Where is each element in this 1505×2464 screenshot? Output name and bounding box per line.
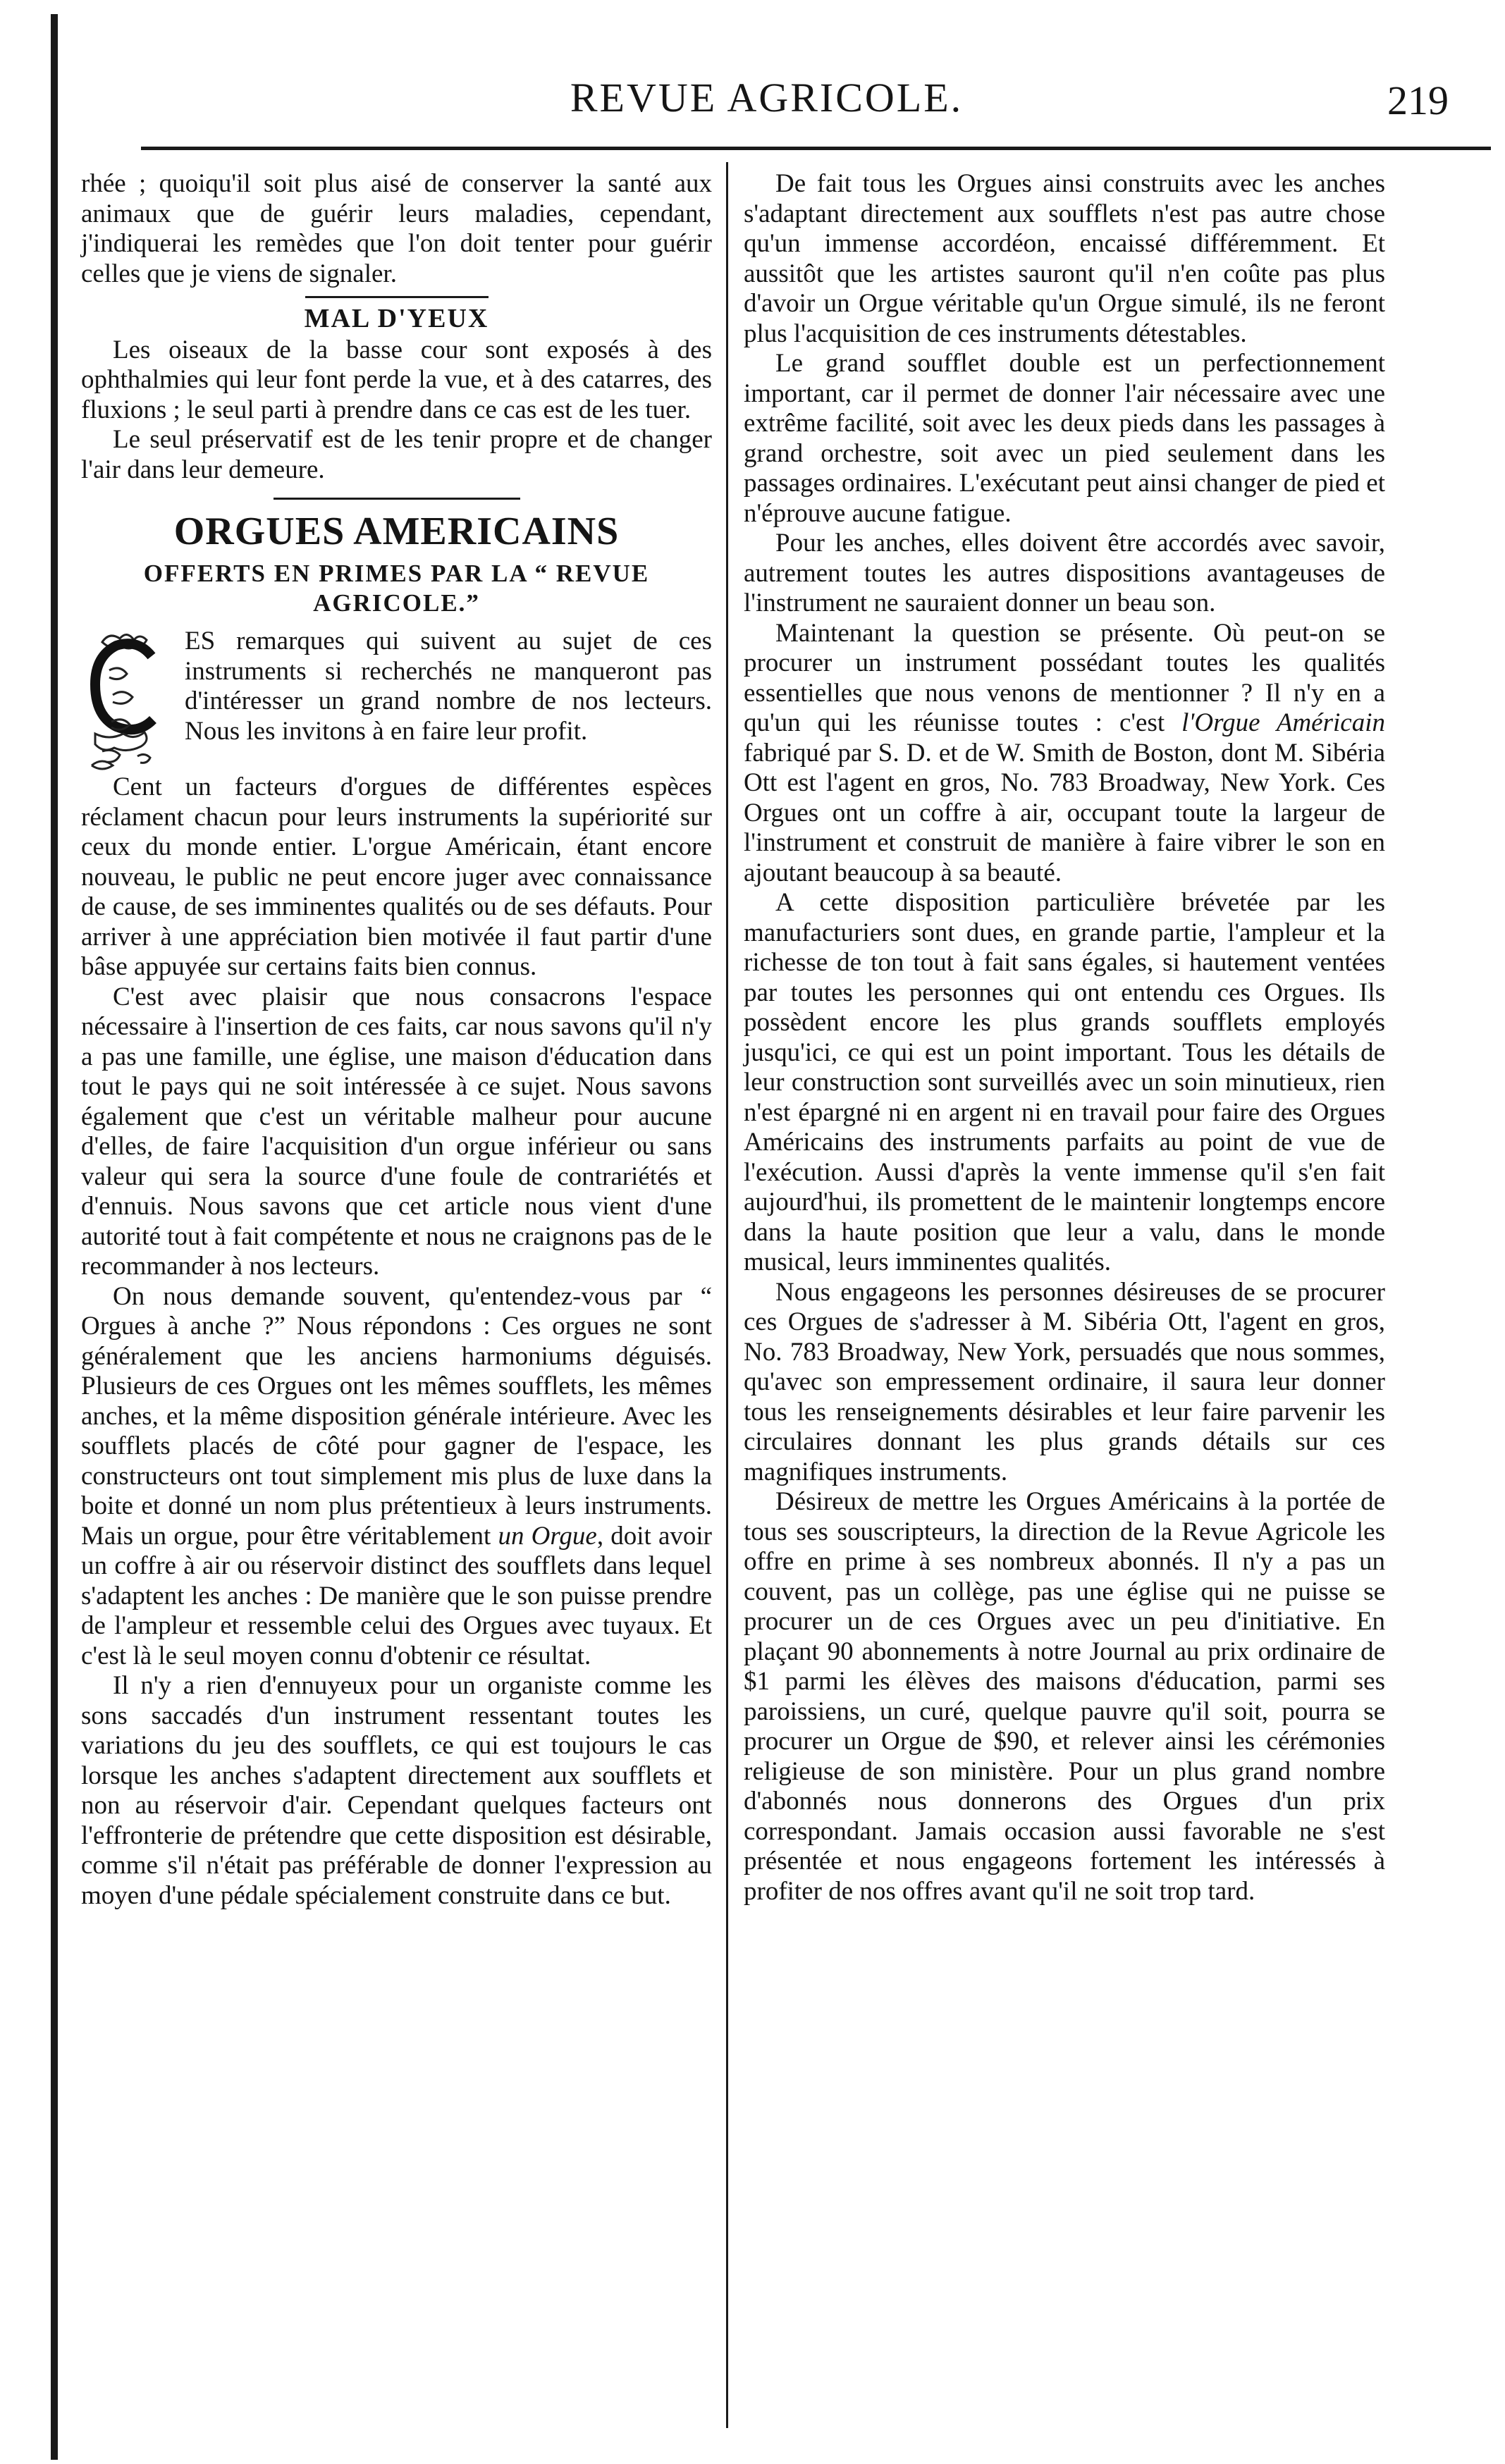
section-title-orgues: ORGUES AMERICAINS: [173, 510, 620, 553]
text-run: fabriqué par S. D. et de W. Smith de Boston, dont M. Sibéria Ott est l'agent en gros, No. 783 Broadway, New York. Ces Orgues ont un coffre à air, occupant toute la largeur de l'instrument et construit de manière à faire vibrer le son en ajoutant beaucoup à sa beauté.: [744, 738, 1385, 887]
page-number: 219: [1387, 78, 1449, 123]
paragraph: [81, 1282, 712, 1672]
running-title: REVUE AGRICOLE.: [570, 75, 964, 121]
italic-text: un Orgue: [498, 1521, 597, 1551]
paragraph: Il n'y a rien d'ennuyeux pour un organiste comme les sons saccadés d'un instrument ressentant toutes les variations du jeu des soufflets, ce qui est toujours le cas lorsque les anches s'adaptent directement aux soufflets et non au réservoir d'air. Cependant quelques facteurs ont l'effronterie de prétendre que cette disposition est désirable, comme s'il n'était pas préférable de donner l'expression au moyen d'une pédale spécialement construite dans ce but.: [81, 1671, 712, 1910]
paragraph: Nous engageons les personnes désireuses de se procurer ces Orgues de s'adresser à M. Sibéria Ott, l'agent en gros, No. 783 Broadway, New York, persuadés que nous sommes, qu'avec son empressement ordinaire, il saura leur donner tous les renseignements désirables et leur faire parvenir les circulaires donnant les plus grands détails sur ces magnifiques instruments.: [744, 1277, 1385, 1486]
page-header: [78, 74, 1456, 141]
paragraph: ES remarques qui suivent au sujet de ces instruments si recherchés ne manqueront pas d'intéresser un grand nombre de nos lecteurs. Nous les invitons à en faire leur profit.: [185, 627, 712, 746]
paragraph: Désireux de mettre les Orgues Américains à la portée de tous ses souscripteurs, la direction de la Revue Agricole les offre en prime à ses nombreux abonnés. Il n'y a pas un couvent, pas un collège, pas une église qui ne puisse se procurer un de ces Orgues avec un peu d'initiative. En plaçant 90 abonnements à notre Journal au prix ordinaire de $1 parmi les élèves des maisons d'éducation, parmi ses paroissiens, un curé, quelque pauvre qu'il soit, pourra se procurer un Orgue de $90, et relever ainsi les cérémonies religieuse de son ministère. Pour un plus grand nombre d'abonnés nous donnerons des Orgues d'un prix correspondant. Jamais occasion aussi favorable ne s'est présentée et nous engageons fortement les intéressés à profiter de nos offres avant qu'il ne soit trop tard.: [744, 1487, 1385, 1906]
text-run: , doit avoir un coffre à air ou réservoir distinct des soufflets dans lequel s'adaptent les anches : De manière que le son puisse prendre de l'ampleur et ressemble celui des Orgues avec tuyaux. Et c'est là le seul moyen connu d'obtenir ce résultat.: [81, 1521, 712, 1670]
section-rule: [274, 498, 520, 500]
header-rule: [141, 147, 1491, 150]
text-run: Maintenant la question se présente. Où peut-on se procurer un instrument possédant toutes les qualités essentielles que nous venons de mentionner ? Il n'y en a qu'un qui les réunisse toutes : c'est: [744, 618, 1385, 737]
binding-edge-rule: [51, 14, 58, 2460]
paragraph: Le grand soufflet double est un perfectionnement important, car il permet de donner l'air nécessaire avec une extrême facilité, soit avec les deux pieds dans les passages à grand orchestre, soit avec un pied seulement dans les passages ordinaires. L'exécutant peut ainsi changer de pied et n'éprouve aucune fatigue.: [744, 349, 1385, 528]
section-rule: [305, 296, 489, 298]
paragraph: Cent un facteurs d'orgues de différentes espèces réclament chacun pour leurs instruments la supériorité sur ceux du monde entier. L'orgue Américain, étant encore nouveau, le public ne peut encore juger avec connaissance de cause, de ses imminentes qualités ou de ses défauts. Pour arriver à une appréciation bien motivée il faut partir d'une bâse appuyée sur certains faits bien connus.: [81, 772, 712, 981]
left-column: [81, 169, 712, 1911]
article-intro: [81, 627, 712, 772]
ornamental-initial-c: [81, 628, 176, 772]
right-column: [744, 169, 1385, 1906]
paragraph: [744, 619, 1385, 889]
paragraph: De fait tous les Orgues ainsi construits avec les anches s'adaptant directement aux soufflets n'est pas autre chose qu'un immense accordéon, encaissé différemment. Et aussitôt que les artistes sauront qu'il n'en coûte pas plus d'avoir un Orgue véritable qu'un Orgue simulé, ils ne feront plus l'acquisition de ces instruments détestables.: [744, 169, 1385, 348]
paragraph: Le seul préservatif est de les tenir propre et de changer l'air dans leur demeure.: [81, 425, 712, 484]
italic-text: l'Orgue Américain: [1181, 708, 1385, 737]
ornamental-initial-icon: [81, 628, 176, 772]
paragraph: Les oiseaux de la basse cour sont exposés à des ophthalmies qui leur font perde la vue, et à des catarres, des fluxions ; le seul parti à prendre dans ce cas est de les tuer.: [81, 335, 712, 424]
text-run: On nous demande souvent, qu'entendez-vous par “ Orgues à anche ?” Nous répondons : Ces orgues ne sont généralement que les anciens harmoniums déguisés. Plusieurs de ces Orgues ont les mêmes soufflets, les mêmes anches, et la même disposition générale intérieure. Avec les soufflets placés de côté pour gagner de l'espace, les constructeurs ont tout simplement mis plus de luxe dans la boite et donné un nom plus prétentieux à leurs instruments. Mais un orgue, pour être véritablement: [81, 1281, 712, 1551]
paragraph: rhée ; quoiqu'il soit plus aisé de conserver la santé aux animaux que de guérir leurs maladies, cependant, j'indiquerai les remèdes que l'on doit tenter pour guérir celles que je viens de signaler.: [81, 169, 712, 288]
paragraph: C'est avec plaisir que nous consacrons l'espace nécessaire à l'insertion de ces faits, car nous savons qu'il n'y a pas une famille, une église, une maison d'éducation dans tout le pays qui ne soit intéressée à ce sujet. Nous savons également que c'est un véritable malheur pour aucune d'elles, de faire l'acquisition d'un orgue inférieur ou sans valeur qui sera la source d'une foule de contrariétés et d'ennuis. Nous savons que cet article nous vient d'une autorité tout à fait compétente et nous ne craignons pas de le recommander à nos lecteurs.: [81, 982, 712, 1281]
paragraph: A cette disposition particulière brévetée par les manufacturiers sont dues, en grande partie, l'ampleur et la richesse de ton tout à fait sans égales, si hautement ventées par toutes les personnes qui ont entendu ces Orgues. Ils possèdent encore les plus grands soufflets employés jusqu'ici, ce qui est un point important. Tous les détails de leur construction sont surveillés avec un soin minutieux, rien n'est épargné ni en argent ni en travail pour faire des Orgues Américains des instruments parfaits au point de vue de l'exécution. Aussi d'après la vente immense qu'il s'en fait aujourd'hui, ils promettent de le maintenir longtemps encore dans la haute position que leur a valu, dans le monde musical, leurs imminentes qualités.: [744, 888, 1385, 1276]
section-title-mal-dyeux: MAL D'YEUX: [304, 304, 489, 333]
section-subtitle: OFFERTS EN PRIMES PAR LA “ REVUE AGRICOLE.”: [143, 560, 650, 617]
column-divider: [726, 162, 728, 2428]
paragraph: Pour les anches, elles doivent être accordés avec savoir, autrement toutes les autres dispositions avantageuses de l'instrument ne sauraient donner un beau son.: [744, 529, 1385, 617]
